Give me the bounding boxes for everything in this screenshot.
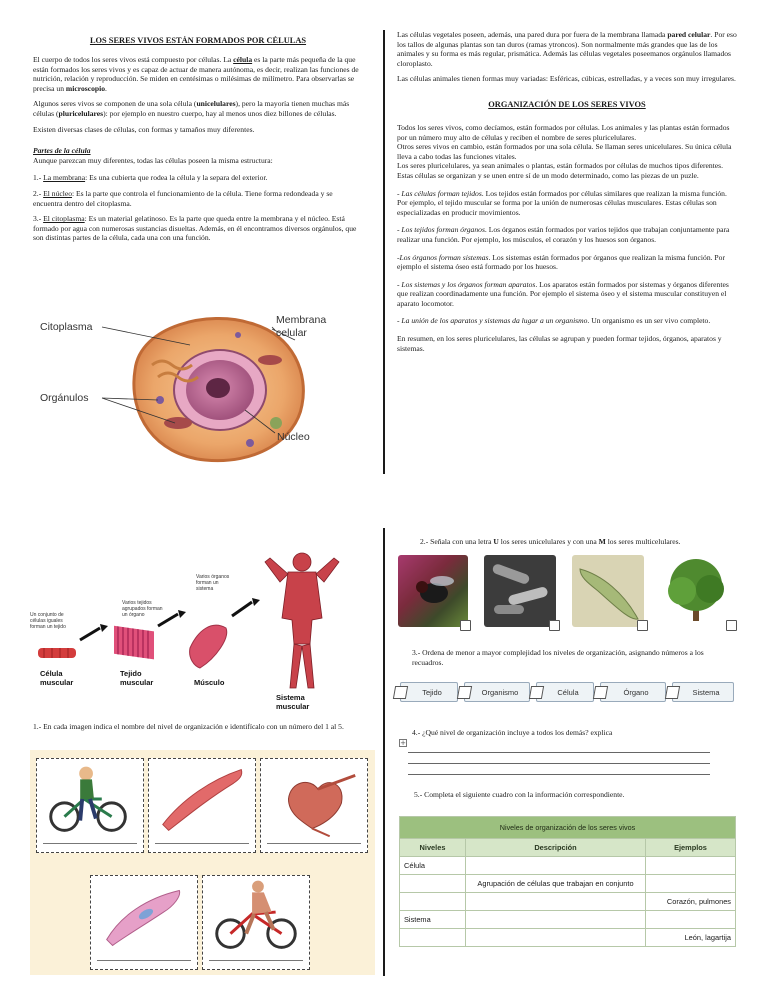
table-row <box>400 929 736 947</box>
paramecium-photo <box>572 555 644 627</box>
page2-organismo: - La unión de los aparatos y sistemas da lugar a un organismo. Un organismo es un ser vivo completo. <box>397 316 711 326</box>
ann-sistema-3: sistema <box>196 586 214 592</box>
parte-nucleo: 2.- El núcleo: Es la parte que controla el funcionamiento de la célula. Tiene forma redondeada y se encuentra dentro del citoplasma. <box>33 188 333 208</box>
page1-paragraph-3: Existen diversas clases de células, con formas y tamaños muy diferentes. <box>33 124 255 134</box>
ann-tejido-1: Un conjunto de <box>30 612 64 618</box>
table-row <box>400 857 736 875</box>
cell-descripcion[interactable]: Agrupación de células que trabajan en conjunto <box>466 875 646 893</box>
card-heart-vessels[interactable] <box>260 758 368 853</box>
label-tejido-1: Tejido <box>120 669 142 678</box>
checkbox-tree[interactable] <box>726 620 737 631</box>
table-row <box>400 911 736 929</box>
cell-nivel[interactable] <box>400 875 466 893</box>
expand-icon[interactable]: + <box>400 739 406 747</box>
label-sistema-1: Sistema <box>276 693 305 702</box>
header-niveles: Niveles <box>400 839 466 857</box>
arrow-3-head <box>252 598 260 606</box>
lysosome-3 <box>235 332 241 338</box>
cell-nivel[interactable] <box>400 893 466 911</box>
label-membrana-2: celular <box>276 327 307 339</box>
muscle-organization-diagram <box>30 548 370 718</box>
cell-diagram <box>40 305 370 465</box>
cell-descripcion[interactable] <box>466 857 646 875</box>
paramecium-icon <box>572 555 644 627</box>
arrow-2-head <box>178 610 186 618</box>
page-organizacion <box>397 30 737 470</box>
page2-sistemas: -Los órganos forman sistemas. Los sistemas están formados por órganos que realizan la misma función. Por ejemplo el sistema óseo está formado por los huesos. <box>397 252 725 272</box>
cyclist-man-image <box>203 876 309 954</box>
answer-line-3[interactable] <box>408 774 710 775</box>
card-muscle-fiber[interactable] <box>148 758 256 853</box>
arrow-3 <box>232 602 252 616</box>
card-answer-line[interactable] <box>43 843 137 844</box>
ann-tejido-3: forman un tejido <box>30 624 66 630</box>
table-caption: Niveles de organización de los seres vivos <box>400 817 736 839</box>
tree-icon <box>658 555 734 627</box>
label-citoplasma: Citoplasma <box>40 321 93 333</box>
label-nucleo: Núcleo <box>277 431 310 443</box>
page2-paragraph-5: Los seres pluricelulares, ya sean animales o plantas, están formados por células de muchos tipos diferentes. Estas células se organizan y se unen entre sí de un modo determinado, como las piezas de un puzle. <box>397 161 724 180</box>
card-answer-line[interactable] <box>155 843 249 844</box>
label-sistema-2: muscular <box>276 702 310 711</box>
label-tejido-2: muscular <box>120 678 154 687</box>
page1-title: LOS SERES VIVOS ESTÁN FORMADOS POR CÉLULAS <box>89 36 307 45</box>
page2-paragraph-4: Otros seres vivos en cambio, están formados por una sola célula. Se llaman seres unicelulares. Su única célula lleva a cabo todas las funciones vitales. <box>397 142 732 161</box>
table-row <box>400 875 736 893</box>
page2-tejidos: - Las células forman tejidos. Los tejidos están formados por células similares que realizan la misma función. Por ejemplo, el tejido muscular se forma por la unión de numerosas células musculares. Estas células son especializadas en producir movimientos. <box>397 188 727 217</box>
cyclist-boy-image <box>37 759 143 837</box>
tag-input-organismo[interactable] <box>457 686 472 699</box>
bacteria-icon <box>484 555 556 627</box>
bacteria-photo <box>484 555 556 627</box>
tag-input-organo[interactable] <box>593 686 608 699</box>
label-celula-1: Célula <box>40 669 63 678</box>
arrow-1-head <box>100 624 108 632</box>
checkbox-fly[interactable] <box>460 620 471 631</box>
ann-tejido-2: células iguales <box>30 618 63 624</box>
ann-organo-2: agrupados forman <box>122 606 163 612</box>
question-1: 1.- En cada imagen indica el nombre del nivel de organización e identifícalo con un número del 1 al 5. <box>33 722 344 731</box>
page2-paragraph-1: Las células vegetales poseen, además, una pared dura por fuera de la membrana llamada pared celular. Por eso los tallos de algunas plantas son tan duros (ramas ytroncos). Son normalmente más grandes que las de los animales y su forma es más regular, prismática. Además las células vegetales poseemanos orgánulos llamados cloroplasto. <box>397 30 737 68</box>
answer-line-2[interactable] <box>408 763 710 764</box>
tag-tejido: Tejido <box>400 682 458 702</box>
checkbox-bacteria[interactable] <box>549 620 560 631</box>
cell-ejemplos[interactable]: León, lagartija <box>646 929 736 947</box>
page-divider-top <box>383 30 385 474</box>
ann-sistema-2: forman un <box>196 580 219 586</box>
card-cyclist-boy[interactable] <box>36 758 144 853</box>
levels-table <box>399 816 736 947</box>
nucleolus <box>206 378 230 398</box>
answer-line-1[interactable] <box>408 752 710 753</box>
tag-celula: Célula <box>536 682 594 702</box>
question-5: 5.- Completa el siguiente cuadro con la información correspondiente. <box>414 790 625 799</box>
tag-input-celula[interactable] <box>529 686 544 699</box>
page2-aparatos: - Los sistemas y los órganos forman aparatos. Los aparatos están formados por sistemas y órganos diferentes que realizan coordinadamente una función. Por ejemplo el sistema óseo y el sistema muscular constituyen el aparato locomotor. <box>397 279 729 308</box>
muscle-organ-illustration <box>190 625 227 668</box>
parte-citoplasma: 3.- El citoplasma: Es un material gelatinoso. Es la parte que queda entre la membrana y el núcleo. Está formado por agua con numerosas sustancias disueltas. Además, en él encontramos diversos orgánulos, que son distintas partes de la célula, cada una con una función. <box>33 214 357 243</box>
card-single-cell[interactable] <box>90 875 198 970</box>
cell-ejemplos[interactable] <box>646 875 736 893</box>
cell-ejemplos[interactable] <box>646 911 736 929</box>
fly-photo <box>398 555 468 627</box>
question-3: 3.- Ordena de menor a mayor complejidad los niveles de organización, asignando números a los recuadros. <box>412 648 704 667</box>
cell-nivel[interactable]: Célula <box>400 857 466 875</box>
mitochondrion-2 <box>258 355 282 365</box>
page2-resumen: En resumen, en los seres pluricelulares, las células se agrupan y pueden formar tejidos, órganos, aparatos y sistemas. <box>397 334 722 353</box>
header-descripcion: Descripción <box>466 839 646 857</box>
ann-organo-1: Varios tejidos <box>122 600 152 606</box>
label-organulos: Orgánulos <box>40 392 89 404</box>
question-2: 2.- Señala con una letra U los seres unicelulares y con una M los seres multicelulares. <box>420 537 681 546</box>
table-row <box>400 893 736 911</box>
cell-descripcion[interactable] <box>466 929 646 947</box>
card-answer-line[interactable] <box>209 960 303 961</box>
vacuole <box>270 417 282 429</box>
page1-paragraph-2: Algunos seres vivos se componen de una sola célula (unicelulares), pero la mayoría tienen muchas más células (pluricelulares): por ejemplo en nuestro cuerpo, hay al menos unos diez billones de células. <box>33 99 350 118</box>
mitochondrion <box>164 417 192 429</box>
label-musculo: Músculo <box>194 678 225 687</box>
lysosome-2 <box>246 439 254 447</box>
heart-vessels-image <box>261 759 367 837</box>
checkbox-paramecium[interactable] <box>637 620 648 631</box>
card-cyclist-man[interactable] <box>202 875 310 970</box>
cell-ejemplos[interactable]: Corazón, pulmones <box>646 893 736 911</box>
partes-heading: Partes de la célula Aunque parezcan muy diferentes, todas las células poseen la misma estructura: <box>33 146 273 165</box>
arrow-2 <box>158 614 178 626</box>
muscle-fiber-image <box>149 759 255 837</box>
card-answer-line[interactable] <box>97 960 191 961</box>
card-answer-line[interactable] <box>267 843 361 844</box>
page2-paragraph-2: Las células animales tienen formas muy variadas: Esféricas, cúbicas, estrelladas, y a veces son muy irregulares. <box>397 74 736 84</box>
page2-paragraph-3: Todos los seres vivos, como decíamos, están formados por células. Los animales y las plantas están formados por un número muy alto de células y reciben el nombre de seres pluricelulares. <box>397 122 730 142</box>
cell-nivel[interactable]: Sistema <box>400 911 466 929</box>
arrow-1 <box>80 628 100 640</box>
muscle-cell-illustration <box>38 648 76 658</box>
page-divider-bottom <box>383 528 385 976</box>
fly-icon <box>398 555 468 627</box>
page2-organos: - Los tejidos forman órganos. Los órganos están formados por varios tejidos que trabajan conjuntamente para realizar una función. Por ejemplo, los músculos, el corazón y los huesos son órganos. <box>397 225 730 244</box>
question-4: 4.- ¿Qué nivel de organización incluye a todos los demás? explica <box>412 728 613 737</box>
tag-input-sistema[interactable] <box>665 686 680 699</box>
cell-ejemplos[interactable] <box>646 857 736 875</box>
cell-nivel[interactable] <box>400 929 466 947</box>
page2-title: ORGANIZACIÓN DE LOS SERES VIVOS <box>488 99 646 109</box>
ann-sistema-1: Varios órganos <box>196 574 230 580</box>
exercise-1-area <box>30 750 375 975</box>
single-cell-image <box>91 876 197 954</box>
ann-organo-3: un órgano <box>122 612 145 618</box>
parte-membrana: 1.- La membrana: Es una cubierta que rodea la célula y la separa del exterior. <box>33 173 268 183</box>
tag-organo: Órgano <box>600 682 666 702</box>
muscular-system-figure <box>265 553 339 688</box>
header-ejemplos: Ejemplos <box>646 839 736 857</box>
tag-input-tejido[interactable] <box>393 686 408 699</box>
page1-paragraph-1: El cuerpo de todos los seres vivos está compuesto por células. La célula es la parte más pequeña de la que están formados los seres vivos y es capaz de actuar de manera autónoma, es decir, realizan las funciones de nutrición, relación y reproducción. Se miden en centésimas o milésimas de milímetro. Para observarlas se precisa un microscopio. <box>33 55 359 93</box>
tag-organismo: Organismo <box>464 682 530 702</box>
muscle-tissue-illustration <box>114 626 154 660</box>
label-membrana-1: Membrana <box>276 314 327 326</box>
tree-photo <box>658 555 734 627</box>
tag-sistema: Sistema <box>672 682 734 702</box>
cell-descripcion[interactable] <box>466 911 646 929</box>
cell-descripcion[interactable] <box>466 893 646 911</box>
label-celula-2: muscular <box>40 678 74 687</box>
